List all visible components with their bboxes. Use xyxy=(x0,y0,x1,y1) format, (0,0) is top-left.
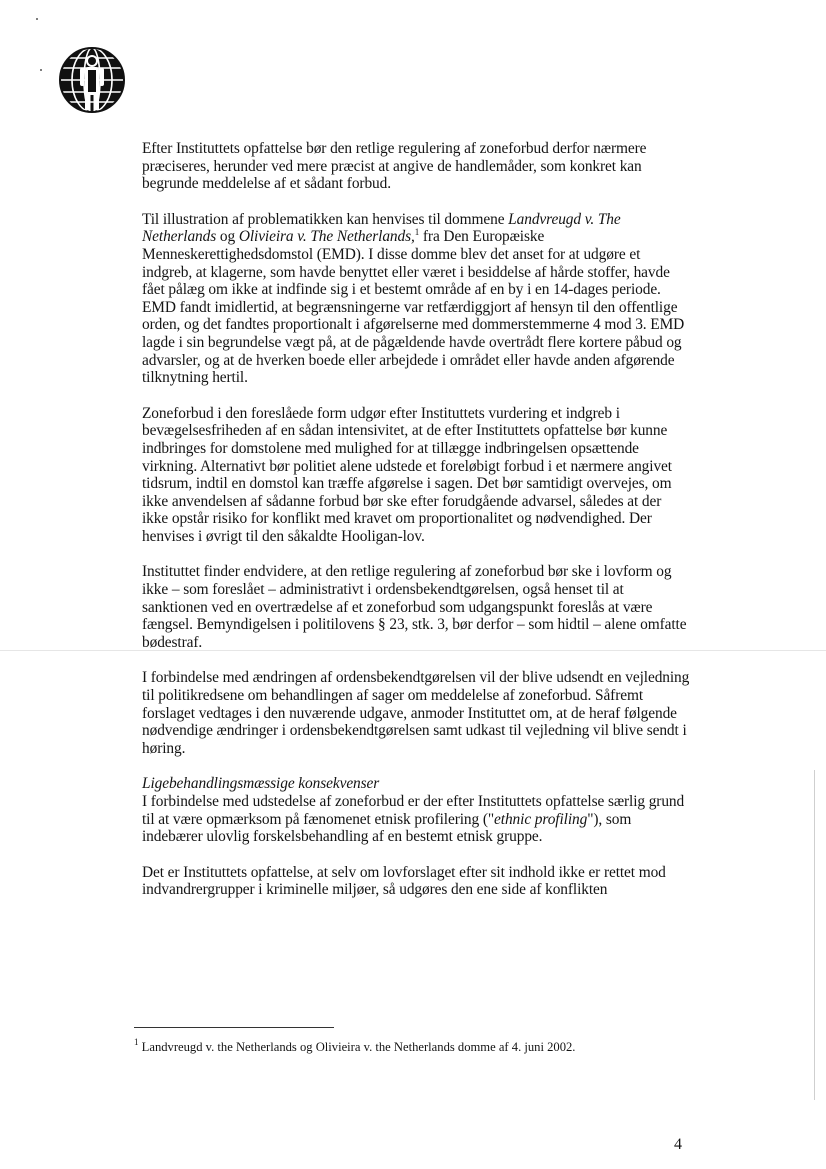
paragraph: Zoneforbud i den foreslåede form udgør efter Instituttets vurdering et indgreb i bevægelsesfriheden af en sådan intensivitet, at de efter Instituttets opfattelse bør kunne indbringes for domstolene med mulighed for at tillægge indbringelsen opsættende virkning. Alternativt bør politiet alene udstede et foreløbigt forbud i et nærmere angivet tidsrum, indtil en domstol kan træffe afgørelse i sagen. Det bør samtidigt overvejes, om ikke anvendelsen af sådanne forbud bør ske efter forudgående advarsel, således at der ikke opstår risiko for konflikt med kravet om proportionalitet og nødvendighed. Der henvises i øvrigt til den såkaldte Hooligan-lov. xyxy=(142,404,672,545)
footnote-text: Landvreugd v. the Netherlands og Olivieira v. the Netherlands domme af 4. juni 2002. xyxy=(141,1040,576,1054)
scan-speck xyxy=(40,69,42,71)
section-heading: Ligebehandlingsmæssige konsekvenser xyxy=(142,775,380,793)
scan-edge-line xyxy=(814,770,815,1100)
body-text xyxy=(142,140,690,899)
paragraph: Efter Instituttets opfattelse bør den retlige regulering af zoneforbud derfor nærmere præciseres, herunder ved mere præcist at angive de handlemåder, som konkret kan begrunde meddelelse af et sådant forbud. xyxy=(142,140,647,193)
scan-speck xyxy=(36,18,38,20)
case-name: Olivieira v. The Netherlands, xyxy=(238,228,415,246)
italic-term: ethnic profiling xyxy=(494,810,588,828)
paragraph: Instituttet finder endvidere, at den retlige regulering af zoneforbud bør ske i lovform og ikke – som foreslået – administrativt i ordensbekendtgørelsen, også henset til at sanktionen ved en overtrædelse af et zoneforbud som udgangspunkt foreslås at være fængsel. Bemyndigelsen i politilovens § 23, stk. 3, bør derfor – som hidtil – alene omfatte bødestraf. xyxy=(142,563,687,651)
paragraph: Til illustration af problematikken kan henvises til dommene Landvreugd v. The Netherlands og Olivieira v. The Netherlands,$^1$ fra Den Europæiske Menneskerettighedsdomstol (EMD). I disse domme blev det anset for at udgøre et indgreb, at klagerne, som havde benyttet eller været i besiddelse af hårde stoffer, havde fået pålæg om ikke at indfinde sig i et bestemt område af en by i en 14-dages periode. EMD fandt imidlertid, at begrænsningerne var retfærdiggjort af hensyn til den offentlige orden, og det fandtes proportionalt i afgørelserne med dommerstemmerne 4 mod 3. EMD lagde i sin begrundelse vægt på, at de pågældende havde overtrådt flere kortere påbud og advarsler, og at de hverken boede eller arbejdede i området eller havde anden afgørende tilknytning hertil. xyxy=(142,210,685,387)
case-name: Landvreugd v. The Netherlands xyxy=(142,210,621,246)
page-number: 4 xyxy=(674,1136,682,1153)
footnote-separator xyxy=(134,1027,334,1028)
footnote-marker: 1 xyxy=(414,227,420,238)
human-figure-globe-icon xyxy=(52,40,132,120)
paragraph: Det er Instituttets opfattelse, at selv om lovforslaget efter sit indhold ikke er rettet mod indvandrergrupper i kriminelle miljøer, så udgøres den ene side af konflikten xyxy=(142,863,666,899)
footnote xyxy=(134,1037,576,1055)
paragraph: I forbindelse med udstedelse af zoneforbud er der efter Instituttets opfattelse særlig grund til at være opmærksom på fænomenet etnisk profilering ("ethnic profiling"), som indebærer ulovlig forskelsbehandling af en bestemt etnisk gruppe. xyxy=(142,793,685,846)
footnote-marker: 1 xyxy=(134,1037,139,1047)
paragraph: I forbindelse med ændringen af ordensbekendtgørelsen vil der blive udsendt en vejledning til politikredsene om behandlingen af sager om meddelelse af zoneforbud. Såfremt forslaget vedtages i den nuværende udgave, anmoder Instituttet om, at de heraf følgende nødvendige ændringer i ordensbekendtgørelsen samt udkast til vejledning vil blive sendt i høring. xyxy=(142,669,690,757)
